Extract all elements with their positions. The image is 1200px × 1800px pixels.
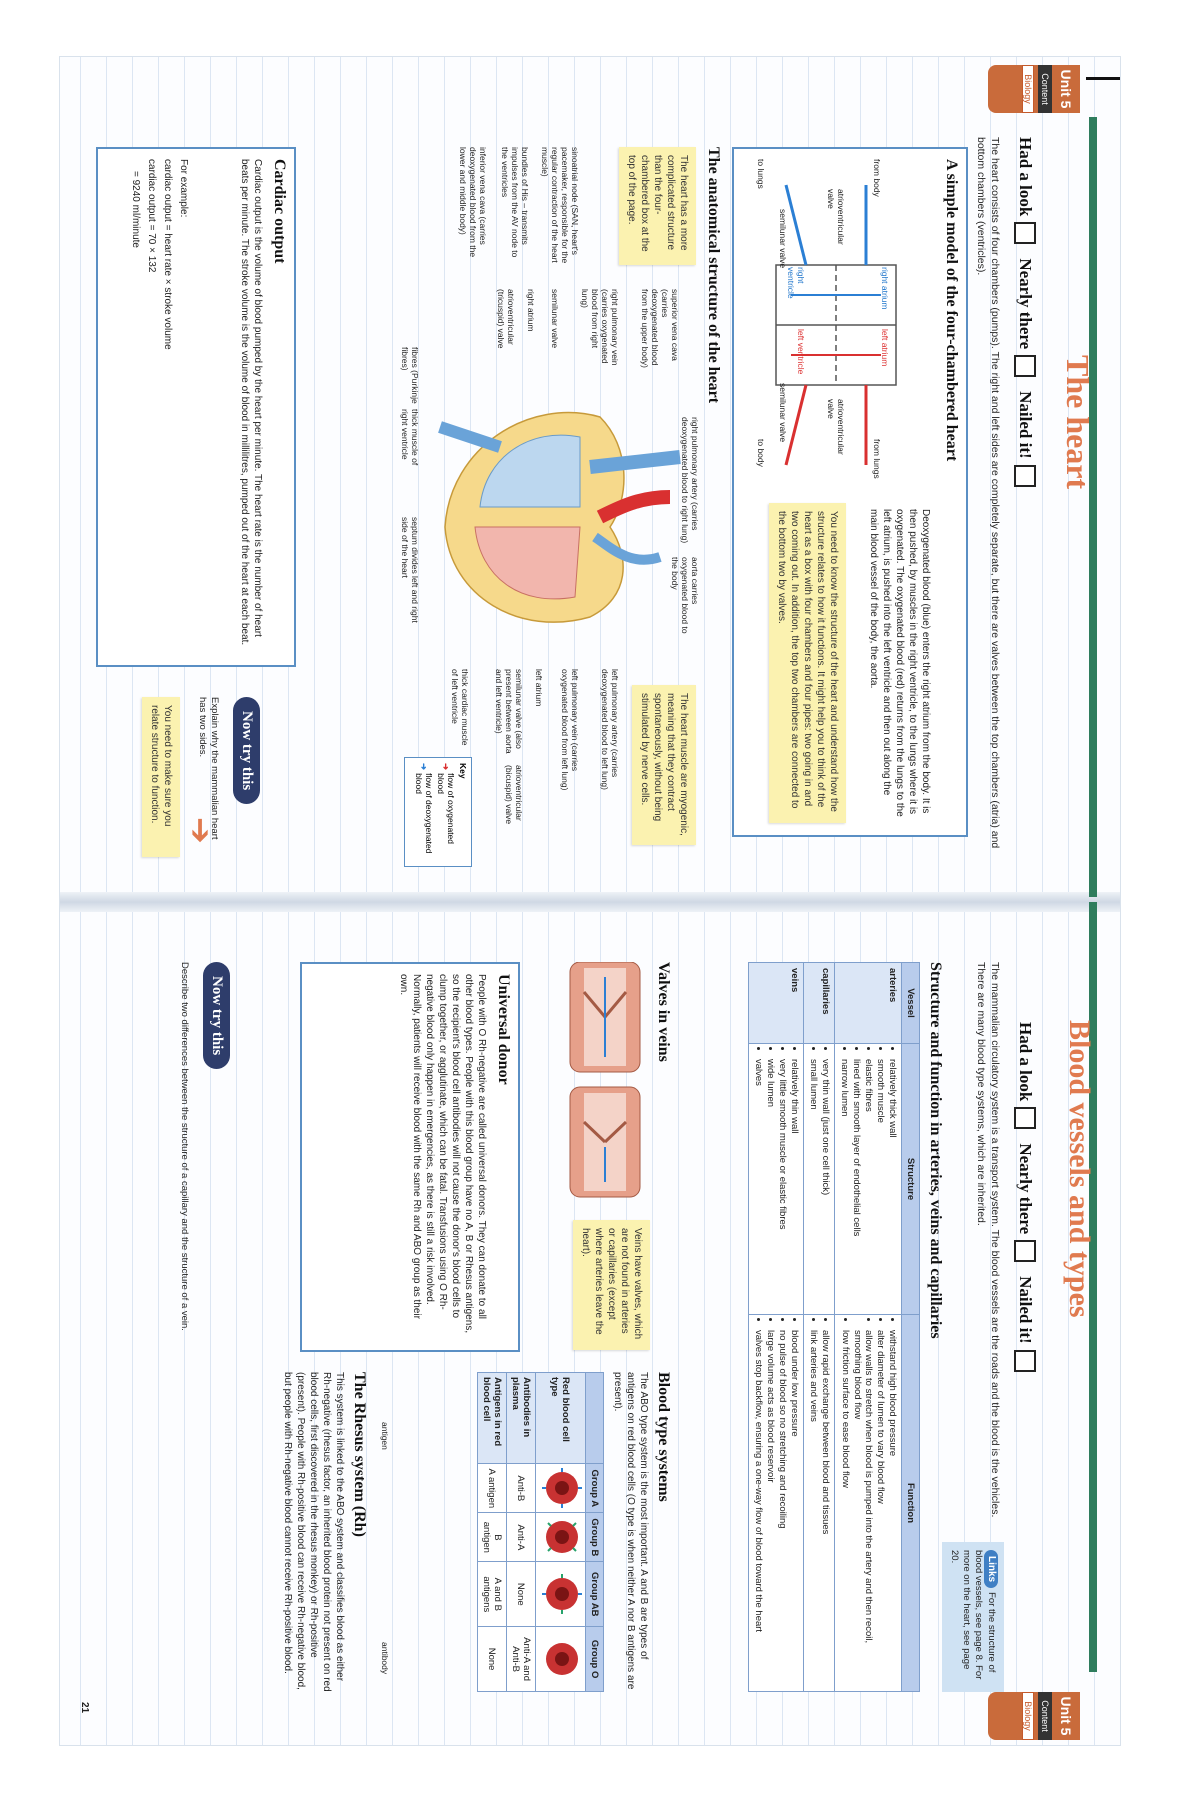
label-right-atrium: right atrium: [526, 289, 536, 332]
vessel-col-header: Vessel: [902, 963, 920, 1044]
vessel-structure-item: • valves: [753, 1059, 764, 1309]
row-header-antibodies: Antibodies in plasma: [507, 1373, 536, 1464]
vessel-structure-item: • wide lumen: [765, 1059, 776, 1309]
section-label-right: Content: [1038, 1692, 1052, 1740]
to-lungs-arrow: [786, 185, 806, 265]
vessel-structure-item: • smooth muscle: [875, 1059, 886, 1309]
label-semilunar-valve-left: semilunar valve: [550, 289, 560, 349]
cardiac-output-heading: Cardiac output: [271, 159, 288, 264]
label-to-lungs: to lungs: [756, 159, 766, 189]
page-title: The heart: [1060, 355, 1096, 490]
label-from-lungs: from lungs: [872, 439, 882, 479]
cardiac-formula-3: = 9240 ml/minute: [130, 171, 141, 248]
page-title-right: Blood vessels and types: [1063, 1020, 1096, 1318]
label-left-ventricle: left ventricle: [796, 329, 806, 375]
nearly-there-label: Nearly there: [1016, 258, 1035, 350]
open-revision-book: [59, 56, 1121, 1746]
vessel-function-item: • low friction surface to ease blood flow: [840, 1330, 851, 1686]
vessel-structure-item: • very little smooth muscle or elastic fibres: [777, 1059, 788, 1309]
vessel-structure-item: • lined with smooth layer of endothelial cells: [851, 1059, 862, 1309]
label-left-ventricle-muscle: thick cardiac muscle of left ventricle: [450, 669, 470, 746]
vessel-name-cell: arteries: [835, 963, 902, 1044]
vein-valves-diagram: [560, 962, 650, 1202]
antigen-b: B antigen: [478, 1513, 507, 1562]
progress-checklist-right: [1014, 1022, 1036, 1372]
heart-anatomy-diagram: [430, 357, 690, 657]
nearly-there-checkbox[interactable]: [1014, 355, 1036, 377]
anatomy-sticky-right: The heart muscle are myogenic, meaning that they contract spontaneously, without being stimulated by nerve cells.: [632, 685, 696, 845]
antigen-ab: A and B antigens: [478, 1562, 507, 1627]
simple-model-heading: A simple model of the four-chambered heart: [943, 159, 960, 462]
label-semilunar-valve-right: semilunar valve (also present between aorta and left ventricle): [494, 669, 524, 754]
vessel-structure-cell: [749, 1044, 804, 1315]
had-a-look-checkbox-right[interactable]: [1014, 1107, 1036, 1129]
antibody-ab: None: [507, 1562, 536, 1627]
links-box: [942, 1542, 1004, 1692]
page-blood-vessels: [59, 902, 1120, 1746]
links-text: For the structure of blood vessels, see page 8. For more on the heart, see page 20.: [949, 1550, 997, 1680]
label-semilunar-right: semilunar valve: [778, 383, 788, 443]
vessel-structure-item: • relatively thick wall: [887, 1059, 898, 1309]
label-right-ventricle-muscle: thick muscle of right ventricle: [400, 409, 420, 466]
vessel-function-item: • withstand high blood pressure: [887, 1330, 898, 1686]
cell-icon-a: [536, 1464, 586, 1513]
simple-model-box: [732, 147, 968, 837]
vessels-heading: Structure and function in arteries, veins and capillaries: [927, 962, 944, 1339]
red-cell-b-icon: [542, 1517, 582, 1557]
label-av-valve-left: atrioventricular valve: [826, 189, 846, 245]
label-left-pulmonary-artery: left pulmonary artery (carries deoxygenated blood to left lung): [600, 669, 620, 790]
cell-icon-b: [536, 1513, 586, 1562]
label-right-pulmonary-artery: right pulmonary artery (carries deoxygenated blood to right lung): [680, 417, 700, 544]
label-sinoatrial-node: sinoatrial node (SAN, heart's pacemaker, responsible for the regular contraction of the heart muscle): [540, 147, 580, 264]
anatomy-key: [404, 757, 472, 867]
label-inferior-vena-cava: inferior vena cava (carries deoxygenated blood from the lower and middle body): [458, 147, 488, 258]
links-tag: Links: [984, 1550, 998, 1588]
label-to-body: to body: [756, 439, 766, 467]
label-left-atrium: left atrium: [534, 669, 544, 707]
vessel-structure-item: • very thin wall (just one cell thick): [820, 1059, 831, 1309]
rhesus-heading: The Rhesus system (Rh): [351, 1372, 368, 1537]
blood-type-table: [477, 1372, 604, 1692]
key-red-arrow-icon: ➜: [441, 763, 452, 771]
group-b-header: Group B: [586, 1513, 604, 1562]
cardiac-formula-1: cardiac output = heart rate × stroke volume: [162, 159, 173, 350]
blood-table-corner: [586, 1373, 604, 1464]
antigen-o: None: [478, 1627, 507, 1692]
inferior-vena-cava: [440, 427, 500, 447]
vessel-function-item: • valves stop backflow, ensuring a one-way flow of blood toward the heart: [753, 1330, 764, 1686]
vessel-function-cell: [835, 1315, 902, 1692]
vessel-structure-item: • relatively thin wall: [789, 1059, 800, 1309]
cardiac-example-label: For example:: [178, 159, 189, 218]
unit-label: Unit 5: [1058, 69, 1074, 109]
progress-checklist: [1014, 137, 1036, 487]
label-av-valve-right: atrioventricular valve: [826, 399, 846, 455]
label-right-atrium: right atrium: [880, 267, 890, 310]
vessel-function-item: • alter diameter of lumen to vary blood flow: [875, 1330, 886, 1686]
blood-type-heading: Blood type systems: [655, 1372, 672, 1502]
nailed-it-checkbox[interactable]: [1014, 465, 1036, 487]
vessel-function-item: • no pulse of blood so no stretching and recoiling: [777, 1330, 788, 1686]
antibody-o: Anti-A and Anti-B: [507, 1627, 536, 1692]
label-purkinje-fibres: fibres (Purkinje fibres): [400, 347, 420, 404]
label-right-pulmonary-vein: right pulmonary vein (carries oxygenated blood from right lung): [580, 289, 620, 366]
valves-sticky: Veins have valves, which are not found in arteries or capillaries (except where arteries leave the heart).: [573, 1220, 650, 1350]
had-a-look-label-right: Had a look: [1016, 1022, 1035, 1102]
simple-model-sticky: You need to know the structure of the heart and understand how the structure relates to how it functions. It might help you to think of the heart as a box with four chambers and four pipes: two going in and two coming out. In addition, the top two chambers are connected to the bottom two by valves.: [769, 503, 846, 823]
nailed-it-label: Nailed it!: [1016, 391, 1035, 459]
valves-heading: Valves in veins: [655, 962, 672, 1062]
now-try-this-question-right: Describe two differences between the structure of a capillary and the structure of a vein.: [179, 962, 190, 1331]
label-semilunar-left: semilunar valve: [778, 209, 788, 269]
key-blue-arrow-icon: ➜: [419, 763, 430, 771]
nearly-there-checkbox-right[interactable]: [1014, 1240, 1036, 1262]
vessel-function-cell: [749, 1315, 804, 1692]
universal-donor-box: [300, 962, 520, 1352]
page-number: 21: [79, 1702, 90, 1714]
label-bicuspid-valve: atrioventricular (bicuspid) valve: [504, 765, 524, 825]
anatomy-heading: The anatomical structure of the heart: [705, 147, 722, 404]
binding-mark: [1086, 77, 1120, 80]
vessel-structure-item: • small lumen: [808, 1059, 819, 1309]
row-header-cell-type: Red blood cell type: [536, 1373, 586, 1464]
superior-vena-cava: [590, 457, 680, 467]
nailed-it-checkbox-right[interactable]: [1014, 1350, 1036, 1372]
vessel-row: [804, 963, 835, 1692]
vessel-structure-cell: [835, 1044, 902, 1315]
red-cell-a-icon: [542, 1468, 582, 1508]
vessel-structure-item: • elastic fibres: [863, 1059, 874, 1309]
structure-col-header: Structure: [902, 1044, 920, 1315]
label-superior-vena-cava: superior vena cava (carries deoxygenated blood from the upper body): [640, 289, 680, 368]
antibody-a: Anti-B: [507, 1464, 536, 1513]
row-header-antigens: Antigens in red blood cell: [478, 1373, 507, 1464]
label-tricuspid-valve: atrioventricular (tricuspid) valve: [496, 289, 516, 349]
vessel-function-item: • blood under low pressure: [789, 1330, 800, 1686]
vessel-function-item: • large volume acts as blood reservoir: [765, 1330, 776, 1686]
vessel-function-item: • allow walls to stretch when blood is pumped into the artery and then recoil, smoothing blood flow: [852, 1330, 874, 1686]
vessel-structure-cell: [804, 1044, 835, 1315]
label-bundle-of-his: bundles of His – transmits impulses from the AV node to the ventricles: [500, 147, 530, 258]
antibody-b: Anti-A: [507, 1513, 536, 1562]
unit-tab: [988, 65, 1080, 113]
key-title: Key: [458, 763, 468, 779]
key-oxygenated: flow of oxygenated blood: [436, 773, 456, 845]
arrow-pointer-icon: ➔: [183, 817, 219, 844]
to-body-arrow: [786, 385, 806, 465]
now-try-this-badge-left: Now try this: [233, 697, 260, 804]
group-a-header: Group A: [586, 1464, 604, 1513]
label-left-pulmonary-vein: left pulmonary vein (carries oxygenated blood from left lung): [560, 669, 580, 791]
vessel-table: [748, 962, 920, 1692]
now-try-this-badge-right: Now try this: [203, 962, 230, 1069]
group-ab-header: Group AB: [586, 1562, 604, 1627]
rhesus-text: This system is linked to the ABO system and classifies blood as either Rh-negative (rhesus factor, an inherited blood protein not present on red blood cells, first discovered in the rhesus monkey) or Rh-positive (present). People with Rh-positive blood can receive Rh-negative blood, but people with Rh-negative blood cannot receive Rh-positive blood.: [282, 1372, 345, 1692]
label-aorta: aorta carries oxygenated blood to the body: [670, 557, 700, 634]
vessel-name-cell: capillaries: [804, 963, 835, 1044]
function-col-header: Function: [902, 1315, 920, 1692]
now-try-this-question-left: Explain why the mammalian heart has two sides.: [197, 697, 220, 840]
subject-label: Biology: [1022, 65, 1034, 113]
vessel-row: [749, 963, 804, 1692]
vessel-function-cell: [804, 1315, 835, 1692]
now-try-this-sticky-left: You need to make sure you relate structure to function.: [142, 697, 180, 857]
page-the-heart: [59, 57, 1120, 902]
had-a-look-checkbox[interactable]: [1014, 222, 1036, 244]
cardiac-formula-2: cardiac output = 70 × 132: [146, 159, 157, 273]
label-from-body: from body: [872, 159, 882, 197]
had-a-look-label: Had a look: [1016, 137, 1035, 217]
universal-donor-heading: Universal donor: [495, 974, 512, 1085]
vessel-function-item: • link arteries and veins: [808, 1330, 819, 1686]
intro-text-right: The mammalian circulatory system is a transport system. The blood vessels are the roads and the blood is the vehicles. There are many blood type systems, which are inherited.: [975, 962, 1001, 1518]
cardiac-output-text: Cardiac output is the volume of blood pumped by the heart per minute. The heart rate is the number of heart beats per minute. The stroke volume is the volume of blood in millilitres, pumped out of the heart at each beat.: [239, 159, 263, 646]
header-bar: [1089, 117, 1097, 897]
cell-icon-ab: [536, 1562, 586, 1627]
red-cell-ab-icon: [542, 1574, 582, 1614]
anatomy-sticky-left: The heart has a more complicated structure than the four-chambered box at the top of the page.: [619, 147, 696, 265]
nearly-there-label-right: Nearly there: [1016, 1143, 1035, 1235]
nailed-it-label-right: Nailed it!: [1016, 1276, 1035, 1344]
intro-text: The heart consists of four chambers (pumps). The right and left sides are completely separate, but there are valves between the top chambers (atria) and bottom chambers (ventricles).: [975, 137, 1001, 849]
subject-label-right: Biology: [1022, 1692, 1034, 1740]
vessel-structure-item: • narrow lumen: [839, 1059, 850, 1309]
vessel-function-item: • allow rapid exchange between blood and tissues: [820, 1330, 831, 1686]
label-right-ventricle: right ventricle: [786, 267, 806, 299]
group-o-header: Group O: [586, 1627, 604, 1692]
note-antigen: antigen: [380, 1422, 390, 1450]
label-septum: septum divides left and right side of the heart: [400, 517, 420, 623]
red-cell-o-icon: [542, 1639, 582, 1679]
simple-model-text: Deoxygenated blood (blue) enters the right atrium from the body. It is then pushed, by muscles in the right ventricle, to the lungs where it is oxygenated. The oxygenated blood (red) returns from the lungs to the left atrium, is pushed into the left ventricle and then out along the main blood vessel of the body, the aorta.: [868, 509, 931, 817]
note-antibody: antibody: [380, 1642, 390, 1675]
vessel-row: [835, 963, 902, 1692]
cardiac-output-box: [96, 147, 296, 667]
vessel-name-cell: veins: [749, 963, 804, 1044]
unit-label-right: Unit 5: [1058, 1696, 1074, 1736]
section-label: Content: [1038, 65, 1052, 113]
universal-donor-text: People with O Rh-negative are called universal donors. They can donate to all other blood types. People with this blood group have no A, B or Rhesus antigens, so the recipient's blood cell antibodies will not cause the donor's blood cells to clump together, or agglutinate, which can be fatal. Transfusions using O Rh-negative blood only happen in emergencies, as there is still a risk involved. Normally, patients will receive blood with the same Rh and ABO group as their own.: [398, 974, 487, 1334]
antigen-a: A antigen: [478, 1464, 507, 1513]
blood-type-text: The ABO type system is the most important. A and B are types of antigens on red blood cells (O type is when neither A nor B antigens are present).: [612, 1372, 649, 1690]
unit-tab-right: [988, 1692, 1080, 1740]
label-left-atrium: left atrium: [880, 329, 890, 367]
key-deoxygenated: flow of deoxygenated blood: [414, 773, 434, 854]
cell-icon-o: [536, 1627, 586, 1692]
